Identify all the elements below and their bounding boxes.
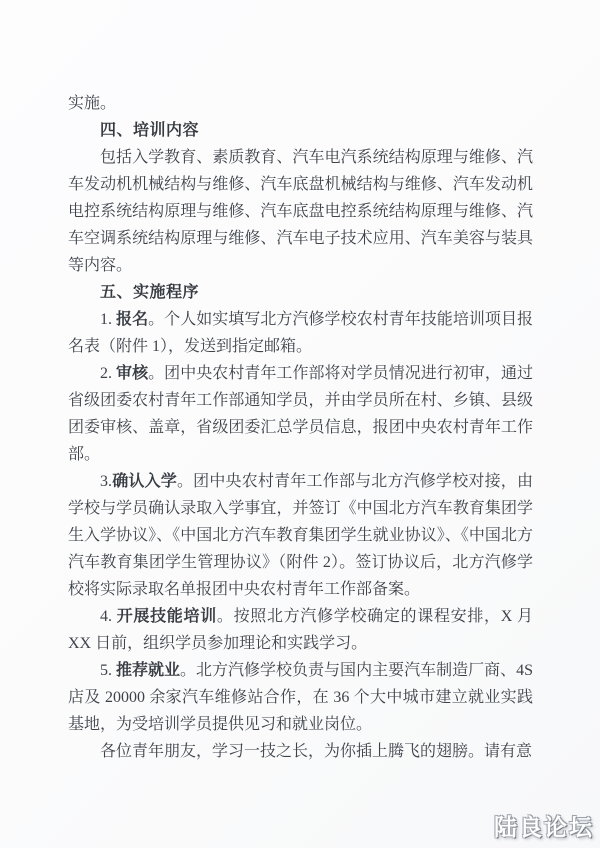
item-number: 4. <box>100 608 117 625</box>
item-number: 2. <box>100 365 117 382</box>
procedure-item-signup <box>68 306 533 360</box>
item-text: 。北方汽修学校负责与国内主要汽车制造厂商、4S 店及 20000 余家汽车维修站合作，在 36 个大中城市建立就业实践基地，为受培训学员提供见习和就业岗位。 <box>68 662 533 733</box>
leading-fragment: 实施。 <box>68 95 117 112</box>
item-text: 。按照北方汽修学校确定的课程安排，X 月 XX 日前，组织学员参加理论和实践学习。 <box>68 608 533 652</box>
item-label: 开展技能培训 <box>116 608 217 625</box>
item-text: 。团中央农村青年工作部与北方汽修学校对接，由学校与学员确认录取入学事宜，并签订《中国北方汽车教育集团学生入学协议》、《中国北方汽车教育集团学生就业协议》、《中国北方汽车教育集团学生管理协议》（附件 2）。签订协议后，北方汽修学校将实际录取名单报团中央农村青年工作部备案。 <box>68 473 533 598</box>
item-label: 确认入学 <box>112 473 177 490</box>
procedure-item-enrollment <box>68 468 533 603</box>
item-number: 1. <box>100 311 117 328</box>
item-text: 。个人如实填写北方汽修学校农村青年技能培训项目报名表（附件 1），发送到指定邮箱。 <box>68 311 533 355</box>
item-text: 。团中央农村青年工作部将对学员情况进行初审，通过省级团委农村青年工作部通知学员，并由学员所在村、乡镇、县级团委审核、盖章，省级团委汇总学员信息，报团中央农村青年工作部。 <box>68 365 533 463</box>
procedure-item-employment <box>68 657 533 738</box>
document-body <box>68 90 533 765</box>
training-content-paragraph: 包括入学教育、素质教育、汽车电汽系统结构原理与维修、汽车发动机机械结构与维修、汽车底盘机械结构与维修、汽车发动机电控系统结构原理与维修、汽车底盘电控系统结构原理与维修、汽车空调系统结构原理与维修、汽车电子技术应用、汽车美容与装具等内容。 <box>68 149 533 274</box>
item-number: 5. <box>100 662 117 679</box>
closing-paragraph: 各位青年朋友，学习一技之长，为你插上腾飞的翅膀。请有意 <box>100 743 533 760</box>
procedure-item-review <box>68 360 533 468</box>
procedure-item-training <box>68 603 533 657</box>
forum-watermark: 陆良论坛 <box>494 814 594 840</box>
item-label: 推荐就业 <box>116 662 181 679</box>
section-heading-procedure: 五、实施程序 <box>100 284 200 301</box>
section-heading-training-content: 四、培训内容 <box>100 122 200 139</box>
item-label: 审核 <box>116 365 149 382</box>
item-label: 报名 <box>116 311 149 328</box>
item-number: 3. <box>100 473 112 490</box>
